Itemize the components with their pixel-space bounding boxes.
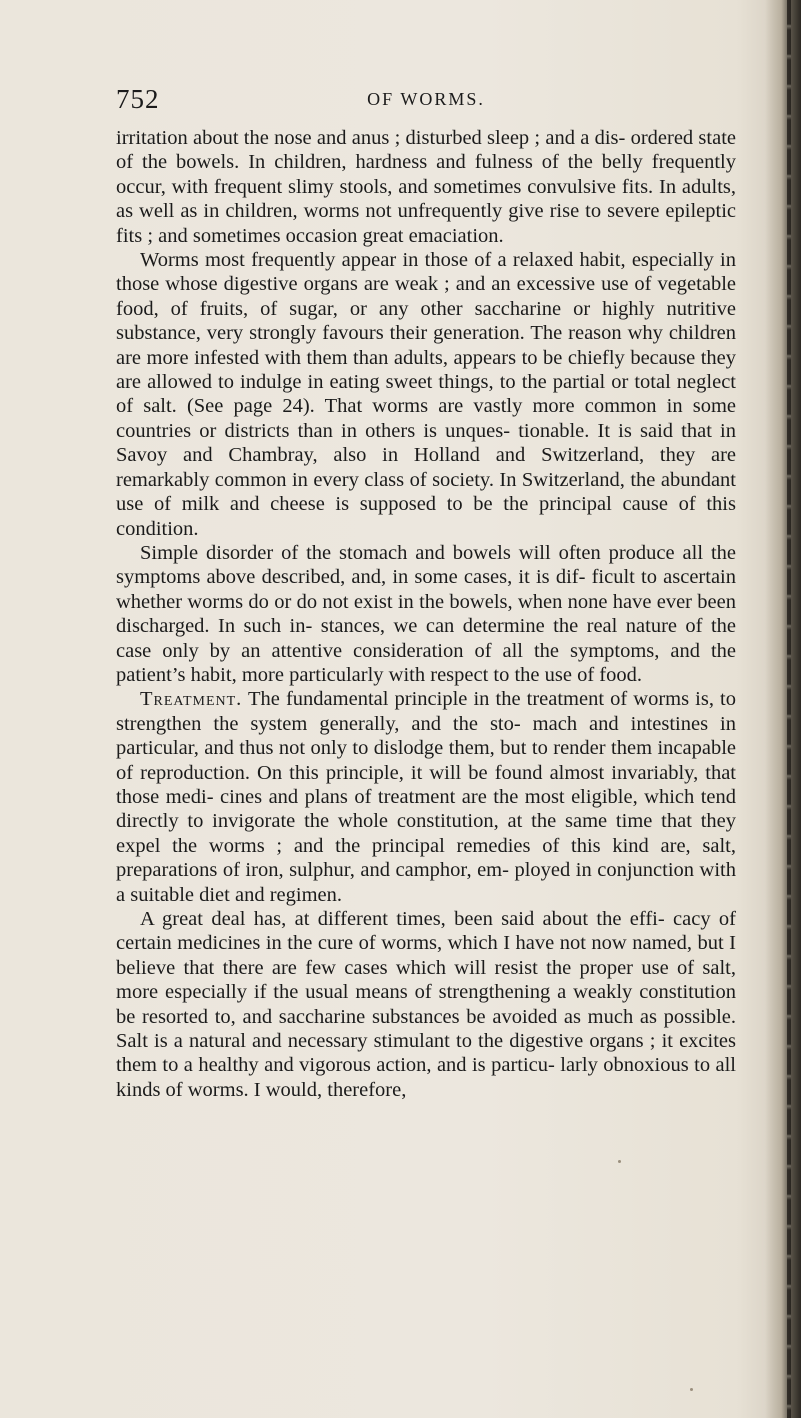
paragraph: [116, 541, 736, 687]
page-edge-shadow: [765, 0, 801, 1418]
paper-speck: [618, 1160, 621, 1163]
paragraph-lead: Treatment.: [140, 688, 243, 711]
running-head: OF WORMS.: [367, 89, 485, 109]
page-header: [116, 84, 736, 124]
paragraph: [116, 907, 736, 1102]
paper-speck: [690, 1388, 693, 1391]
paragraph-text: Worms most frequently appear in those of a relaxed habit, especially in those whose digestive organs are weak ; and an excessive use of vegetable food, of fruits, of sugar, or any other saccharine or highly nutritive substance, very strongly favours their generation. The reason why children are more infested with them than adults, appears to be chiefly because they are allowed to indulge in eating sweet things, to the partial or total neglect of salt. (See page 24). That worms are vastly more common in some countries or districts than in others is unques- tionable. It is said that in Savoy and Chambray, also in Holland and Switzerland, they are remarkably common in every class of society. In Switzerland, the abundant use of milk and cheese is supposed to be the principal cause of this condition.: [116, 249, 736, 540]
paragraph-text: A great deal has, at different times, been said about the effi- cacy of certain medicines in the cure of worms, which I have not now named, but I believe that there are few cases which will resist the proper use of salt, more especially if the usual means of strengthening a weakly constitution be resorted to, and saccharine substances be avoided as much as possible. Salt is a natural and necessary stimulant to the digestive organs ; it excites them to a healthy and vigorous action, and is particu- larly obnoxious to all kinds of worms. I would, therefore,: [116, 908, 736, 1101]
paragraph-treatment: [116, 687, 736, 907]
page-number: 752: [116, 84, 160, 114]
binding-edge: [787, 0, 791, 1418]
paragraph-text: The fundamental principle in the treatment of worms is, to strengthen the system generally, and the sto- mach and intestines in particular, and thus not only to dislodge them, but to render them incapable of reproduction. On this principle, it will be found almost invariably, that those medi- cines and plans of treatment are the most eligible, which tend directly to invigorate the whole constitution, at the same time that they expel the worms ; and the principal remedies of this kind are, salt, preparations of iron, sulphur, and camphor, em- ployed in conjunction with a suitable diet and regimen.: [116, 688, 736, 906]
paragraph-text: Simple disorder of the stomach and bowels will often produce all the symptoms above described, and, in some cases, it is dif- ficult to ascertain whether worms do or do not exist in the bowels, when none have ever been discharged. In such in- stances, we can determine the real nature of the case only by an attentive consideration of all the symptoms, and the patient’s habit, more particularly with respect to the use of food.: [116, 541, 736, 686]
body-text: [116, 126, 736, 1102]
paragraph: [116, 126, 736, 248]
paragraph-text: irritation about the nose and anus ; disturbed sleep ; and a dis- ordered state of the bowels. In children, hardness and fulness of the belly frequently occur, with frequent slimy stools, and sometimes convulsive fits. In adults, as well as in children, worms not unfrequently give rise to severe epileptic fits ; and sometimes occasion great emaciation.: [116, 127, 736, 247]
paragraph: [116, 248, 736, 541]
